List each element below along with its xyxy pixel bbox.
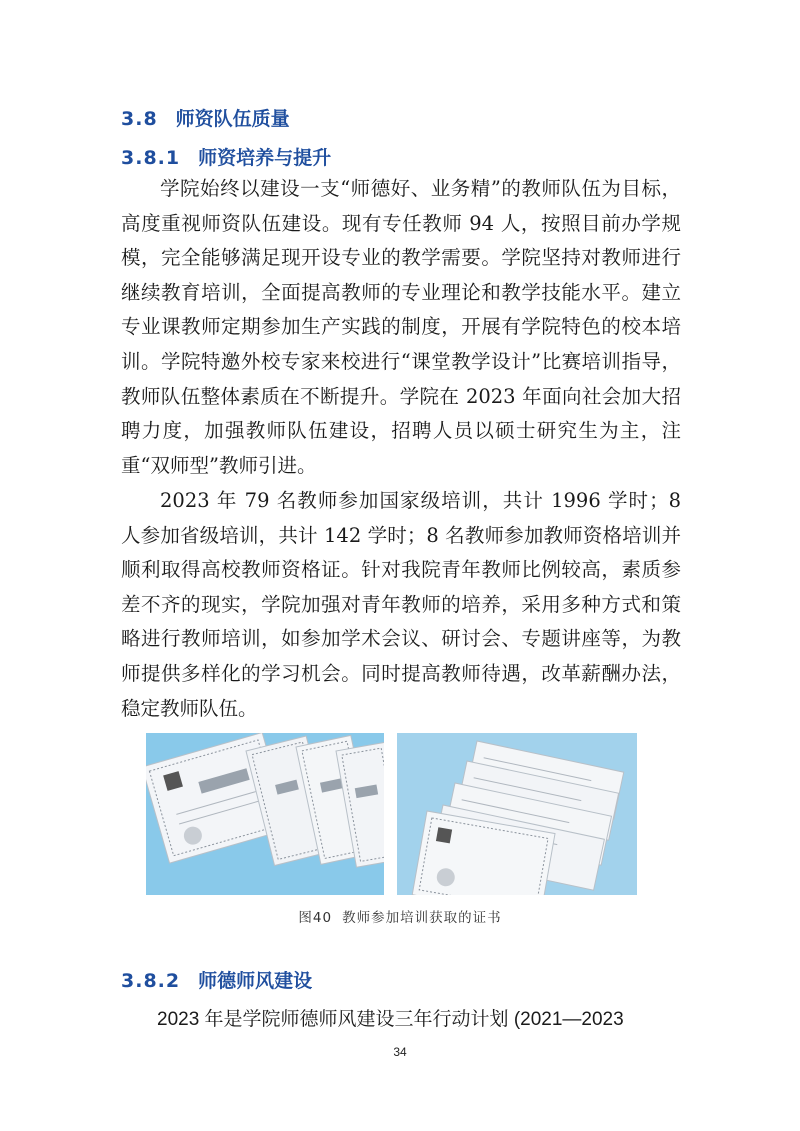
figure-number: 图40 bbox=[298, 910, 333, 926]
figure-caption-text: 教师参加培训获取的证书 bbox=[342, 910, 502, 926]
certificate-photo-left bbox=[146, 733, 384, 895]
paragraph-2: 2023 年 79 名教师参加国家级培训，共计 1996 学时；8 人参加省级培训，共计 142 学时；8 名教师参加教师资格培训并顺利取得高校教师资格证。针对我院青年教师比例较高，素质参差不齐的现实，学院加强对青年教师的培养，采用多种方式和策略进行教师培训，如参加学术会议、研讨会、专题讲座等，为教师提供多样化的学习机会。同时提高教师待遇，改革薪酬办法，稳定教师队伍。 bbox=[121, 489, 681, 720]
subsection-heading-2 bbox=[121, 966, 312, 993]
paragraph-1: 学院始终以建设一支“师德好、业务精”的教师队伍为目标，高度重视师资队伍建设。现有专任教师 94 人，按照目前办学规模，完全能够满足现开设专业的教学需要。学院坚持对教师进行继续教育培训，全面提高教师的专业理论和教学技能水平。建立专业课教师定期参加生产实践的制度，开展有学院特色的校本培训。学院特邀外校专家来校进行“课堂教学设计”比赛培训指导，教师队伍整体素质在不断提升。学院在 2023 年面向社会加大招聘力度，加强教师队伍建设，招聘人员以硕士研究生为主，注重“双师型”教师引进。 bbox=[121, 177, 681, 477]
section-title: 师资队伍质量 bbox=[175, 108, 290, 130]
section-heading bbox=[121, 104, 290, 131]
paragraph-3-first-line: 2023 年是学院师德师风建设三年行动计划 (2021—2023 bbox=[157, 1009, 624, 1030]
certificate-photo-right bbox=[397, 733, 637, 895]
subsection-number-1: 3.8.1 bbox=[121, 147, 181, 169]
figure-caption bbox=[0, 906, 800, 926]
subsection-title-1: 师资培养与提升 bbox=[198, 147, 332, 169]
page-number: 34 bbox=[393, 1045, 407, 1059]
subsection-number-2: 3.8.2 bbox=[121, 970, 181, 992]
subsection-title-2: 师德师风建设 bbox=[198, 970, 313, 992]
subsection-heading-1 bbox=[121, 143, 331, 170]
section-number: 3.8 bbox=[121, 108, 158, 130]
